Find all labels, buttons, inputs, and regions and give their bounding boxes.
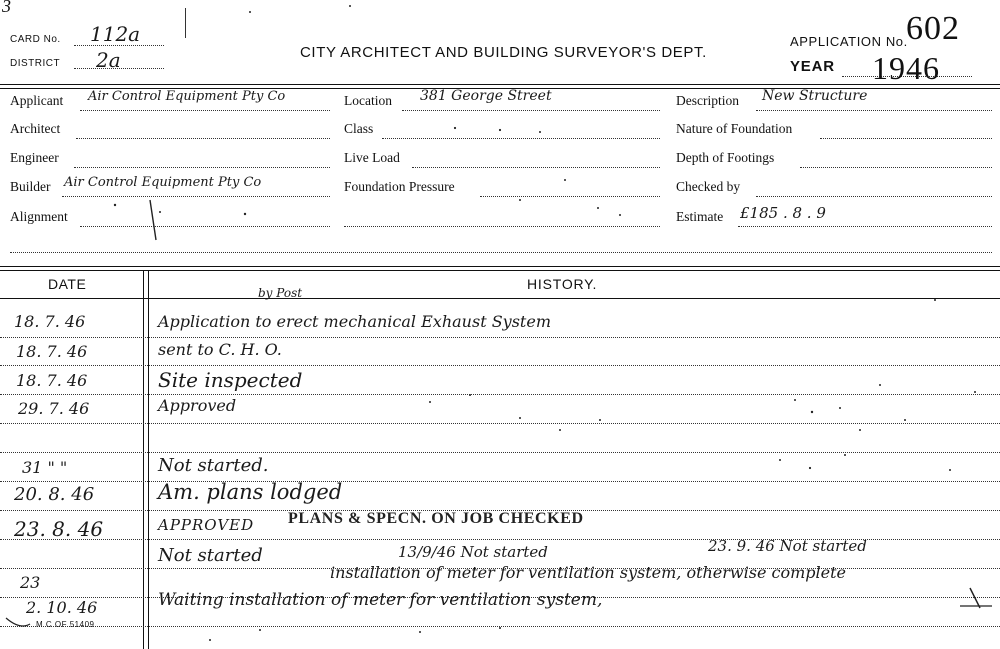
by-post-note: by Post (258, 286, 303, 300)
history-entry-4: Approved (158, 396, 237, 415)
history-date-8: 23. 8. 46 (14, 517, 104, 541)
applicant-value: Air Control Equipment Pty Co (88, 89, 286, 104)
location-value: 381 George Street (420, 88, 552, 104)
history-entry-3: Site inspected (158, 368, 303, 392)
form-code: M C OF 51409 (36, 620, 95, 629)
description-value: New Structure (762, 88, 868, 104)
district-label: DISTRICT (10, 58, 61, 69)
estimate-label: Estimate (676, 209, 724, 224)
application-value: 602 (906, 10, 960, 47)
history-date-2: 18. 7. 46 (16, 342, 88, 361)
plans-checked-stamp: PLANS & SPECN. ON JOB CHECKED (288, 510, 584, 527)
year-value: 1946 (872, 50, 940, 86)
depth-of-footings-label: Depth of Footings (676, 150, 775, 165)
history-entry-11: Waiting installation of meter for ventilation system, (158, 590, 603, 610)
estimate-value: £185 . 8 . 9 (740, 204, 826, 222)
history-column-header: HISTORY. (527, 276, 598, 292)
district-value: 2a (96, 48, 121, 72)
history-date-4: 29. 7. 46 (18, 399, 90, 418)
history-entry-10: installation of meter for ventilation system, otherwise complete (330, 563, 846, 582)
year-label: YEAR (790, 58, 835, 75)
builder-value: Air Control Equipment Pty Co (64, 175, 262, 190)
history-date-11: 2. 10. 46 (26, 598, 98, 617)
history-entry-2: sent to C. H. O. (158, 340, 282, 359)
class-label: Class (344, 121, 374, 136)
description-label: Description (676, 93, 739, 108)
history-entry-8: APPROVED (158, 516, 255, 534)
card-no-label: CARD No. (10, 34, 61, 45)
engineer-label: Engineer (10, 150, 59, 165)
date-column-header: DATE (48, 276, 87, 292)
history-note-sept-23: 23. 9. 46 Not started (708, 537, 867, 555)
application-label: APPLICATION No. (790, 34, 908, 49)
checked-by-label: Checked by (676, 179, 741, 194)
history-date-10: 23 (20, 573, 41, 592)
history-date-3: 18. 7. 46 (16, 371, 88, 390)
history-entry-9: Not started (158, 545, 263, 566)
location-label: Location (344, 93, 392, 108)
history-entry-6: Not started. (158, 455, 269, 476)
alignment-label: Alignment (10, 209, 68, 224)
applicant-label: Applicant (10, 93, 64, 108)
builder-label: Builder (10, 179, 51, 194)
card-no-value: 112a (90, 22, 141, 46)
dept-title: CITY ARCHITECT AND BUILDING SURVEYOR'S DEPT. (300, 44, 707, 61)
architect-label: Architect (10, 121, 61, 136)
corner-mark: 3 (2, 0, 11, 16)
history-entry-1: Application to erect mechanical Exhaust System (158, 312, 551, 331)
nature-of-foundation-label: Nature of Foundation (676, 121, 793, 136)
history-note-sept-13: 13/9/46 Not started (398, 543, 548, 561)
history-entry-7: Am. plans lodged (158, 480, 343, 504)
foundation-pressure-label: Foundation Pressure (344, 179, 455, 194)
history-date-1: 18. 7. 46 (14, 312, 86, 331)
history-date-6: 31 " " (22, 458, 68, 477)
history-date-7: 20. 8. 46 (14, 484, 95, 505)
live-load-label: Live Load (344, 150, 400, 165)
